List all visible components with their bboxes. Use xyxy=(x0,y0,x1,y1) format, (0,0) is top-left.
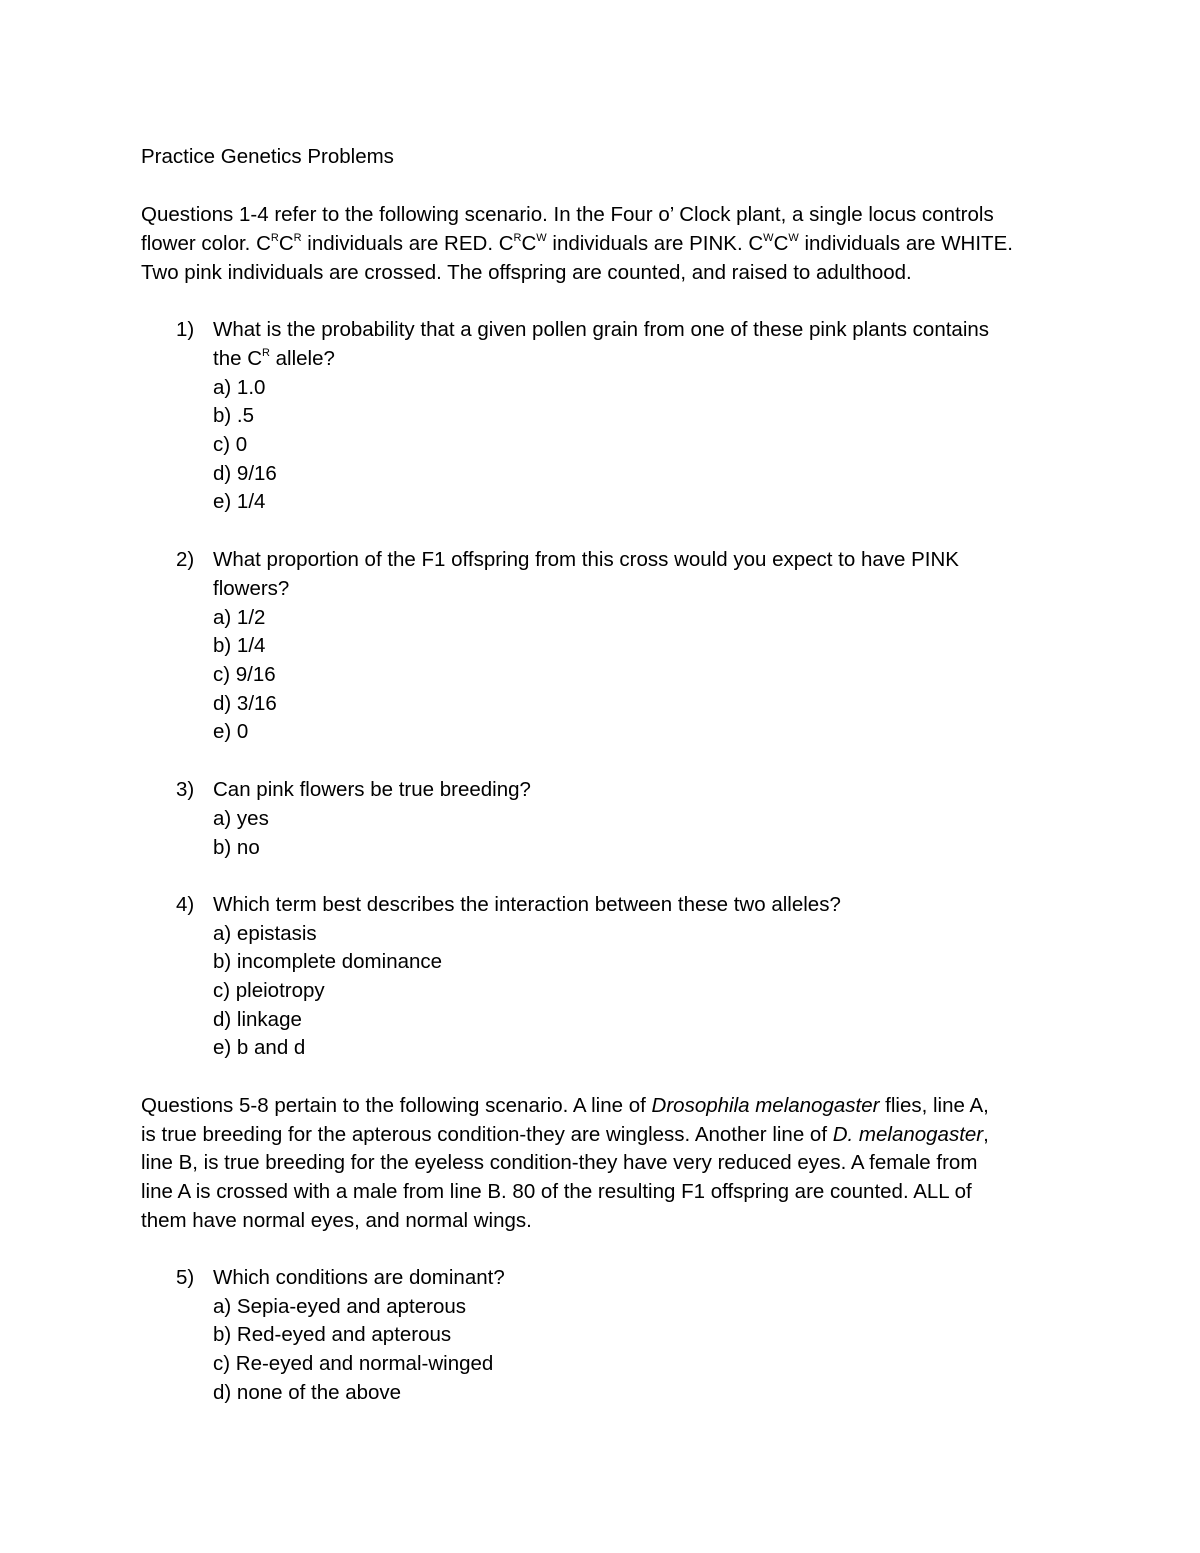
intro1-line1: Questions 1-4 refer to the following scenario. In the Four o’ Clock plant, a single locus controls xyxy=(141,203,994,226)
q4-option-b: b) incomplete dominance xyxy=(213,950,443,973)
q5-option-b: b) Red-eyed and apterous xyxy=(213,1323,452,1346)
intro1-line3: Two pink individuals are crossed. The offspring are counted, and raised to adulthood. xyxy=(141,261,912,284)
q2-number: 2) xyxy=(176,548,195,571)
q5-option-d: d) none of the above xyxy=(213,1381,402,1404)
q2-text-line1: What proportion of the F1 offspring from this cross would you expect to have PINK xyxy=(213,548,959,571)
intro2-line4: line A is crossed with a male from line B. 80 of the resulting F1 offspring are counted. ALL of xyxy=(141,1180,972,1203)
intro2-line1: Questions 5-8 pertain to the following scenario. A line of Drosophila melanogaster flies, line A, xyxy=(141,1094,989,1117)
q4-option-e: e) b and d xyxy=(213,1036,306,1059)
q5-option-a: a) Sepia-eyed and apterous xyxy=(213,1295,467,1318)
q4-text-line1: Which term best describes the interaction between these two alleles? xyxy=(213,893,841,916)
q4-number: 4) xyxy=(176,893,195,916)
q1-number: 1) xyxy=(176,318,195,341)
q3-number: 3) xyxy=(176,778,195,801)
intro1-line2: flower color. $C^RC^R$ individuals are RED. $C^RC^W$ individuals are PINK. $C^WC^W$ individuals are WHITE. xyxy=(141,232,1013,255)
q5-number: 5) xyxy=(176,1266,195,1289)
q2-option-c: c) 9/16 xyxy=(213,663,276,686)
q4-option-d: d) linkage xyxy=(213,1008,302,1031)
q4-option-a: a) epistasis xyxy=(213,922,317,945)
q3-option-a: a) yes xyxy=(213,807,269,830)
intro2-line2: is true breeding for the apterous condition-they are wingless. Another line of D. melanogaster, xyxy=(141,1123,989,1146)
q2-option-b: b) 1/4 xyxy=(213,634,266,657)
q1-text-line1: What is the probability that a given pollen grain from one of these pink plants contains xyxy=(213,318,990,341)
intro2-line3: line B, is true breeding for the eyeless condition-they have very reduced eyes. A female from xyxy=(141,1151,978,1174)
q1-text-line2: the $C^R$ allele? xyxy=(213,347,335,370)
q3-option-b: b) no xyxy=(213,836,260,859)
q1-option-a: a) 1.0 xyxy=(213,376,266,399)
q2-text-line2: flowers? xyxy=(213,577,290,600)
q3-text-line1: Can pink flowers be true breeding? xyxy=(213,778,531,801)
q1-option-d: d) 9/16 xyxy=(213,462,277,485)
intro2-line5: them have normal eyes, and normal wings. xyxy=(141,1209,532,1232)
q1-option-c: c) 0 xyxy=(213,433,248,456)
q1-option-e: e) 1/4 xyxy=(213,490,266,513)
q1-option-b: b) .5 xyxy=(213,404,255,427)
q2-option-a: a) 1/2 xyxy=(213,606,266,629)
q2-option-d: d) 3/16 xyxy=(213,692,277,715)
q2-option-e: e) 0 xyxy=(213,720,249,743)
q5-text-line1: Which conditions are dominant? xyxy=(213,1266,505,1289)
q4-option-c: c) pleiotropy xyxy=(213,979,325,1002)
q5-option-c: c) Re-eyed and normal-winged xyxy=(213,1352,494,1375)
page-title: Practice Genetics Problems xyxy=(141,145,394,168)
